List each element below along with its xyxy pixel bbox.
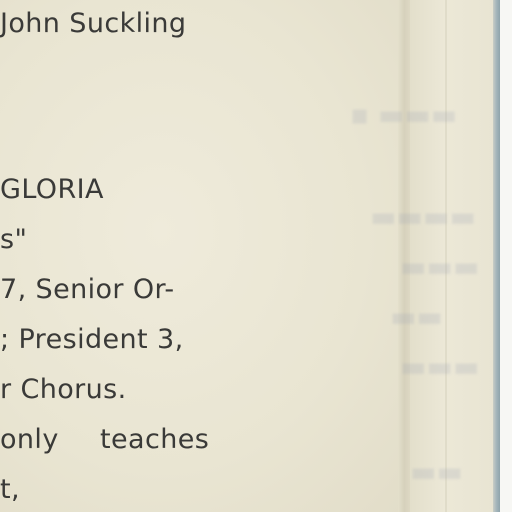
- bleed-mark: ▬▬▬: [400, 250, 480, 283]
- text-line-nickname: s": [0, 224, 28, 255]
- page-edge-shadow: [493, 0, 500, 512]
- bleed-mark: ▬▬▬ ▪: [350, 98, 458, 131]
- text-line-activities-1: 7, Senior Or-: [0, 274, 175, 305]
- bleed-mark: ▬▬: [390, 300, 443, 333]
- text-line-quote-1b: teaches: [100, 424, 210, 455]
- text-line-activities-2: ; President 3,: [0, 324, 184, 355]
- text-line-quote-2: t,: [0, 474, 20, 505]
- text-line-name: GLORIA: [0, 174, 104, 205]
- page-fold-line: [445, 0, 447, 512]
- bleed-mark: ▬▬▬▬: [370, 200, 476, 233]
- bleed-mark: ▬▬: [410, 455, 463, 488]
- scan-background: [500, 0, 512, 512]
- text-line-activities-3: r Chorus.: [0, 374, 127, 405]
- text-line-author: John Suckling: [0, 8, 187, 39]
- text-line-quote-1a: only: [0, 424, 59, 455]
- bleed-mark: ▬▬▬: [400, 350, 480, 383]
- right-page-edge: [410, 0, 498, 512]
